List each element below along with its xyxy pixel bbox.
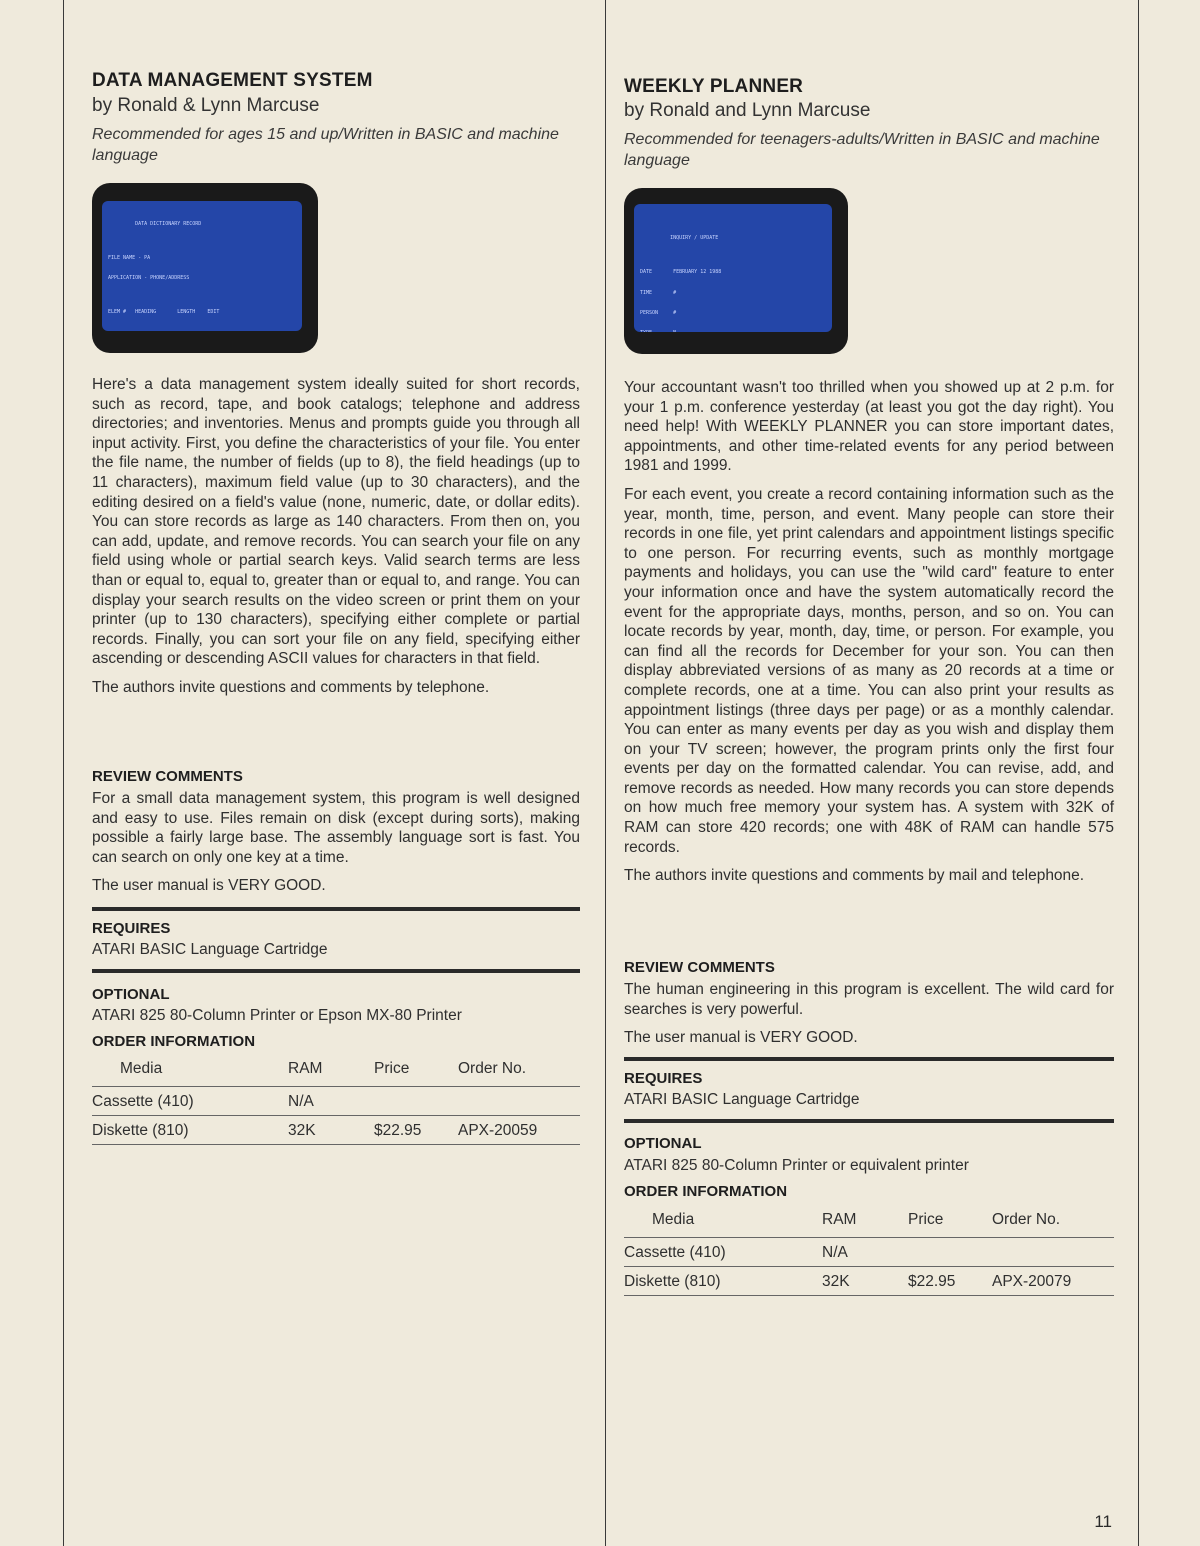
section-rule bbox=[92, 907, 580, 911]
requires-heading: REQUIRES bbox=[624, 1070, 703, 1087]
table-row bbox=[92, 1087, 580, 1116]
review-paragraph: For a small data management system, this program is well designed and easy to use. Files remain on disk (except during sorts), making possible a fairly large base. The assembly language sort is fast. You can search on only one key at a time. bbox=[92, 790, 580, 866]
center-divider-line bbox=[605, 0, 606, 1546]
cell-ram: N/A bbox=[288, 1087, 374, 1116]
screen-line: DATE FEBRUARY 12 1988 bbox=[640, 269, 722, 276]
column-header-media: Media bbox=[624, 1209, 822, 1238]
screen-line bbox=[640, 330, 826, 332]
section-rule bbox=[624, 1057, 1114, 1061]
column-header-order-no: Order No. bbox=[992, 1209, 1114, 1238]
article-title: WEEKLY PLANNER bbox=[624, 76, 804, 97]
monitor-bezel bbox=[92, 183, 318, 353]
order-information-heading: ORDER INFORMATION bbox=[624, 1183, 788, 1200]
optional-text: ATARI 825 80-Column Printer or equivalent printer bbox=[624, 1157, 969, 1174]
screen-line: FILE NAME - PA bbox=[108, 254, 151, 261]
column-header-ram: RAM bbox=[822, 1209, 908, 1238]
cell-order-no bbox=[458, 1087, 580, 1116]
monitor-screen bbox=[634, 204, 832, 332]
review-paragraph: The human engineering in this program is excellent. The wild card for searches is very powerful. bbox=[624, 981, 1114, 1018]
column-header-ram: RAM bbox=[288, 1058, 374, 1087]
order-table bbox=[92, 1058, 580, 1145]
cell-price bbox=[374, 1087, 458, 1116]
cell-order-no bbox=[992, 1238, 1114, 1267]
cell-ram: 32K bbox=[288, 1116, 374, 1145]
review-comments-text bbox=[92, 789, 580, 905]
review-paragraph: The user manual is VERY GOOD. bbox=[92, 877, 326, 895]
article-title: DATA MANAGEMENT SYSTEM bbox=[92, 70, 373, 91]
review-paragraph: The user manual is VERY GOOD. bbox=[624, 1029, 858, 1047]
requires-text: ATARI BASIC Language Cartridge bbox=[92, 941, 328, 958]
order-table bbox=[624, 1209, 1114, 1296]
monitor-bezel bbox=[624, 188, 848, 354]
article-author: by Ronald & Lynn Marcuse bbox=[92, 95, 320, 116]
body-paragraph: The authors invite questions and comments by mail and telephone. bbox=[624, 867, 1085, 885]
optional-heading: OPTIONAL bbox=[624, 1135, 702, 1152]
column-header-price: Price bbox=[374, 1058, 458, 1087]
column-header-order-no: Order No. bbox=[458, 1058, 580, 1087]
body-paragraph: Here's a data management system ideally suited for short records, such as record, tape, and book catalogs; telephone and address directories; and inventories. Menus and prompts guide you through all input activity. First, you define the characteristics of your file. You enter the file name, the number of fields (up to 8), the field headings (up to 11 characters), maximum field value (up to 30 characters), and the editing desired on a field's value (none, numeric, date, or dollar edits). You can store records as large as 140 characters. From then on, you can add, update, and remove records. You can search your file on any field using whole or partial search keys. Valid search terms are less than or equal to, equal to, greater than or equal to, and range. You can display your search results on the video screen or print them on your printer (up to 130 characters), specifying either complete or partial records. Finally, you can sort your file on any field, specifying either ascending or descending ASCII values for characters in that field. bbox=[92, 376, 580, 668]
cell-media: Cassette (410) bbox=[624, 1238, 822, 1267]
requires-heading: REQUIRES bbox=[92, 920, 171, 937]
screen-line: DATA DICTIONARY RECORD bbox=[108, 220, 202, 227]
cell-order-no: APX-20079 bbox=[992, 1267, 1114, 1296]
requires-text: ATARI BASIC Language Cartridge bbox=[624, 1091, 860, 1108]
order-table-header bbox=[92, 1058, 580, 1087]
article-body bbox=[92, 375, 580, 707]
screen-line: PERSON # bbox=[640, 309, 677, 316]
table-row bbox=[92, 1116, 580, 1145]
page-number: 11 bbox=[1094, 1512, 1112, 1531]
review-comments-heading: REVIEW COMMENTS bbox=[624, 959, 775, 976]
table-row bbox=[624, 1267, 1114, 1296]
body-paragraph: For each event, you create a record containing information such as the year, month, time, person, and event. Many people can store their records in one file, yet print calendars and appointment listings specific to one person. For recurring events, such as monthly mortgage payments and holidays, you can use the "wild card" feature to enter your information once and have the system automatically record the event for the appropriate days, months, person, and so on. You can locate records by year, month, day, time, or person. For example, you can find all the records for December for your son. You can then display abbreviated versions of as many as 20 records at a time or complete records, one at a time. You can also print your results as appointment listings (three days per page) or as a monthly calendar. You can enter as many events per day as you wish and display them on your TV screen; however, the program prints only the first four events per day on the formatted calendar. You can revise, add, and remove records as needed. How many records you can store depends on how much free memory your system has. A system with 32K of RAM can store 420 records; one with 48K of RAM can handle 575 records. bbox=[624, 485, 1114, 856]
section-rule bbox=[624, 1119, 1114, 1123]
cell-media: Diskette (810) bbox=[92, 1116, 288, 1145]
cell-price bbox=[908, 1238, 992, 1267]
cell-price: $22.95 bbox=[908, 1267, 992, 1296]
body-paragraph: Your accountant wasn't too thrilled when you showed up at 2 p.m. for your 1 p.m. conference yesterday (at least you got the day right). You need help! With WEEKLY PLANNER you can store important dates, appointments, and other time-related events for any period between 1981 and 1999. bbox=[624, 379, 1114, 475]
screen-line: TIME # bbox=[640, 289, 677, 296]
optional-text: ATARI 825 80-Column Printer or Epson MX-80 Printer bbox=[92, 1007, 462, 1024]
review-comments-text bbox=[624, 980, 1114, 1057]
table-row bbox=[624, 1238, 1114, 1267]
column-header-price: Price bbox=[908, 1209, 992, 1238]
column-header-media: Media bbox=[92, 1058, 288, 1087]
optional-heading: OPTIONAL bbox=[92, 986, 170, 1003]
cell-ram: 32K bbox=[822, 1267, 908, 1296]
article-author: by Ronald and Lynn Marcuse bbox=[624, 100, 871, 121]
monitor-screen bbox=[102, 201, 302, 331]
left-margin-line bbox=[63, 0, 64, 1546]
cell-ram: N/A bbox=[822, 1238, 908, 1267]
cell-order-no: APX-20059 bbox=[458, 1116, 580, 1145]
screen-line: INQUIRY / UPDATE bbox=[640, 235, 719, 242]
article-body bbox=[624, 378, 1114, 895]
cell-price: $22.95 bbox=[374, 1116, 458, 1145]
article-recommendation: Recommended for ages 15 and up/Written in BASIC and machine language bbox=[92, 126, 559, 164]
right-margin-line bbox=[1138, 0, 1139, 1546]
cell-media: Diskette (810) bbox=[624, 1267, 822, 1296]
order-table-header bbox=[624, 1209, 1114, 1238]
screen-line: APPLICATION - PHONE/ADDRESS bbox=[108, 274, 190, 281]
screen-line: ELEM # HEADING LENGTH EDIT bbox=[108, 308, 220, 315]
body-paragraph: The authors invite questions and comments by telephone. bbox=[92, 678, 490, 696]
cell-media: Cassette (410) bbox=[92, 1087, 288, 1116]
article-recommendation: Recommended for teenagers-adults/Written in BASIC and machine language bbox=[624, 131, 1100, 169]
section-rule bbox=[92, 969, 580, 973]
review-comments-heading: REVIEW COMMENTS bbox=[92, 768, 243, 785]
order-information-heading: ORDER INFORMATION bbox=[92, 1033, 256, 1050]
